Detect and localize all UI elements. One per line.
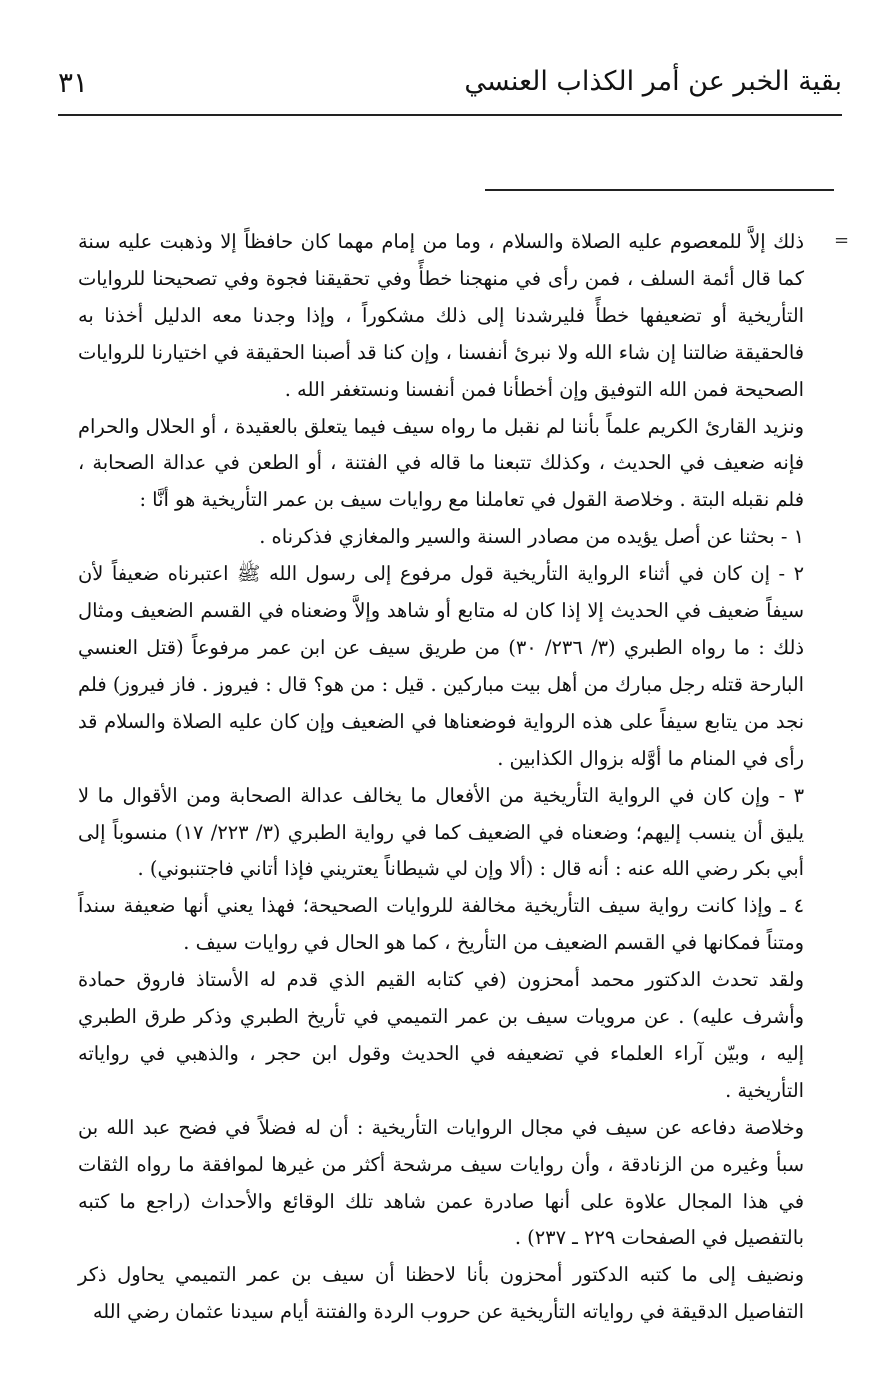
header-rule — [58, 114, 842, 116]
footnote-body — [78, 224, 804, 1331]
footnote-separator-rule — [485, 189, 834, 191]
running-title: بقية الخبر عن أمر الكذاب العنسي — [464, 66, 842, 97]
page-number: ٣١ — [58, 66, 89, 99]
list-item-1: ١ - بحثنا عن أصل يؤيده من مصادر السنة والسير والمغازي فذكرناه . — [259, 525, 804, 549]
paragraph-addition: ونضيف إلى ما كتبه الدكتور أمحزون بأنا لاحظنا أن سيف بن عمر التميمي يحاول ذكر التفاصيل الدقيقة في رواياته التأريخية عن حروب الردة والفتنة أيام سيدنا عثمان رضي الله — [78, 1263, 804, 1324]
paragraph-intro: ذلك إلاَّ للمعصوم عليه الصلاة والسلام ، وما من إمام مهما كان حافظاً إلا وذهبت عليه سنة كما قال أئمة السلف ، فمن رأى في منهجنا خطأً وفي تحقيقنا فجوة وفي تصحيحنا للروايات التأريخية أو تضعيفها خطأً فليرشدنا إلى ذلك مشكوراً ، وإذا وجدنا معه الدليل أخذنا به فالحقيقة ضالتنا إن شاء الله ولا نبرئ أنفسنا ، وإن كنا قد أصبنا الحقيقة في اختيارنا للروايات الصحيحة فمن الله التوفيق وإن أخطأنا فمن أنفسنا ونستغفر الله . — [78, 230, 804, 401]
paragraph-amhazoun: ولقد تحدث الدكتور محمد أمحزون (في كتابه القيم الذي قدم له الأستاذ فاروق حمادة وأشرف عليه) . عن مرويات سيف بن عمر التميمي في تأريخ الطبري وذكر طرق الطبري إليه ، وبيّن آراء العلماء في تضعيفه في الحديث وقول ابن حجر ، والذهبي في رواياته التأريخية . — [78, 968, 804, 1102]
list-item-2: ٢ - إن كان في أثناء الرواية التأريخية قول مرفوع إلى رسول الله ﷺ اعتبرناه ضعيفاً لأن سيفاً ضعيف في الحديث إلا إذا كان له متابع أو شاهد وإلاَّ وضعناه في القسم الضعيف ومثال ذلك : ما رواه الطبري (٣/ ٢٣٦/ ٣٠) من طريق سيف عن ابن عمر مرفوعاً (قتل العنسي البارحة قتله رجل مبارك من أهل بيت مباركين . قيل : من هو؟ قال : فيروز . فاز فيروز) فلم نجد من يتابع سيفاً على هذه الرواية فوضعناها في الضعيف وإن كان عليه الصلاة والسلام قد رأى في المنام ما أوَّله بزوال الكذابين . — [78, 562, 805, 770]
paragraph-sayf-method: ونزيد القارئ الكريم علماً بأننا لم نقبل ما رواه سيف فيما يتعلق بالعقيدة ، أو الحلال والحرام فإنه ضعيف في الحديث ، وكذلك تتبعنا ما قاله في الفتنة ، أو الطعن في عدالة الصحابة ، فلم نقبله البتة . وخلاصة القول في تعاملنا مع روايات سيف بن عمر التأريخية هو أنَّا : — [78, 414, 804, 512]
page-header — [58, 62, 842, 112]
list-item-3: ٣ - وإن كان في الرواية التأريخية من الأفعال ما يخالف عدالة الصحابة ومن الأقوال ما لا يليق أن ينسب إليهم؛ وضعناه في الضعيف كما في رواية الطبري (٣/ ٢٢٣/ ١٧) منسوباً إلى أبي بكر رضي الله عنه : أنه قال : (ألا وإن لي شيطاناً يعتريني فإذا أتاني فاجتنبوني) . — [78, 783, 804, 881]
footnote-continuation-mark: = — [834, 230, 850, 251]
list-item-4: ٤ ـ وإذا كانت رواية سيف التأريخية مخالفة للروايات الصحيحة؛ فهذا يعني أنها ضعيفة سنداً ومتناً فمكانها في القسم الضعيف من التأريخ ، كما هو الحال في روايات سيف . — [78, 894, 804, 955]
paragraph-defense-summary: وخلاصة دفاعه عن سيف في مجال الروايات التأريخية : أن له فضلاً في فضح عبد الله بن سبأ وغيره من الزنادقة ، وأن روايات سيف مرشحة أكثر من غيرها لموافقة ما رواه الثقات في هذا المجال علاوة على أنها صادرة عمن شاهد تلك الوقائع والأحداث (راجع ما كتبه بالتفصيل في الصفحات ٢٢٩ ـ ٢٣٧) . — [78, 1115, 804, 1250]
